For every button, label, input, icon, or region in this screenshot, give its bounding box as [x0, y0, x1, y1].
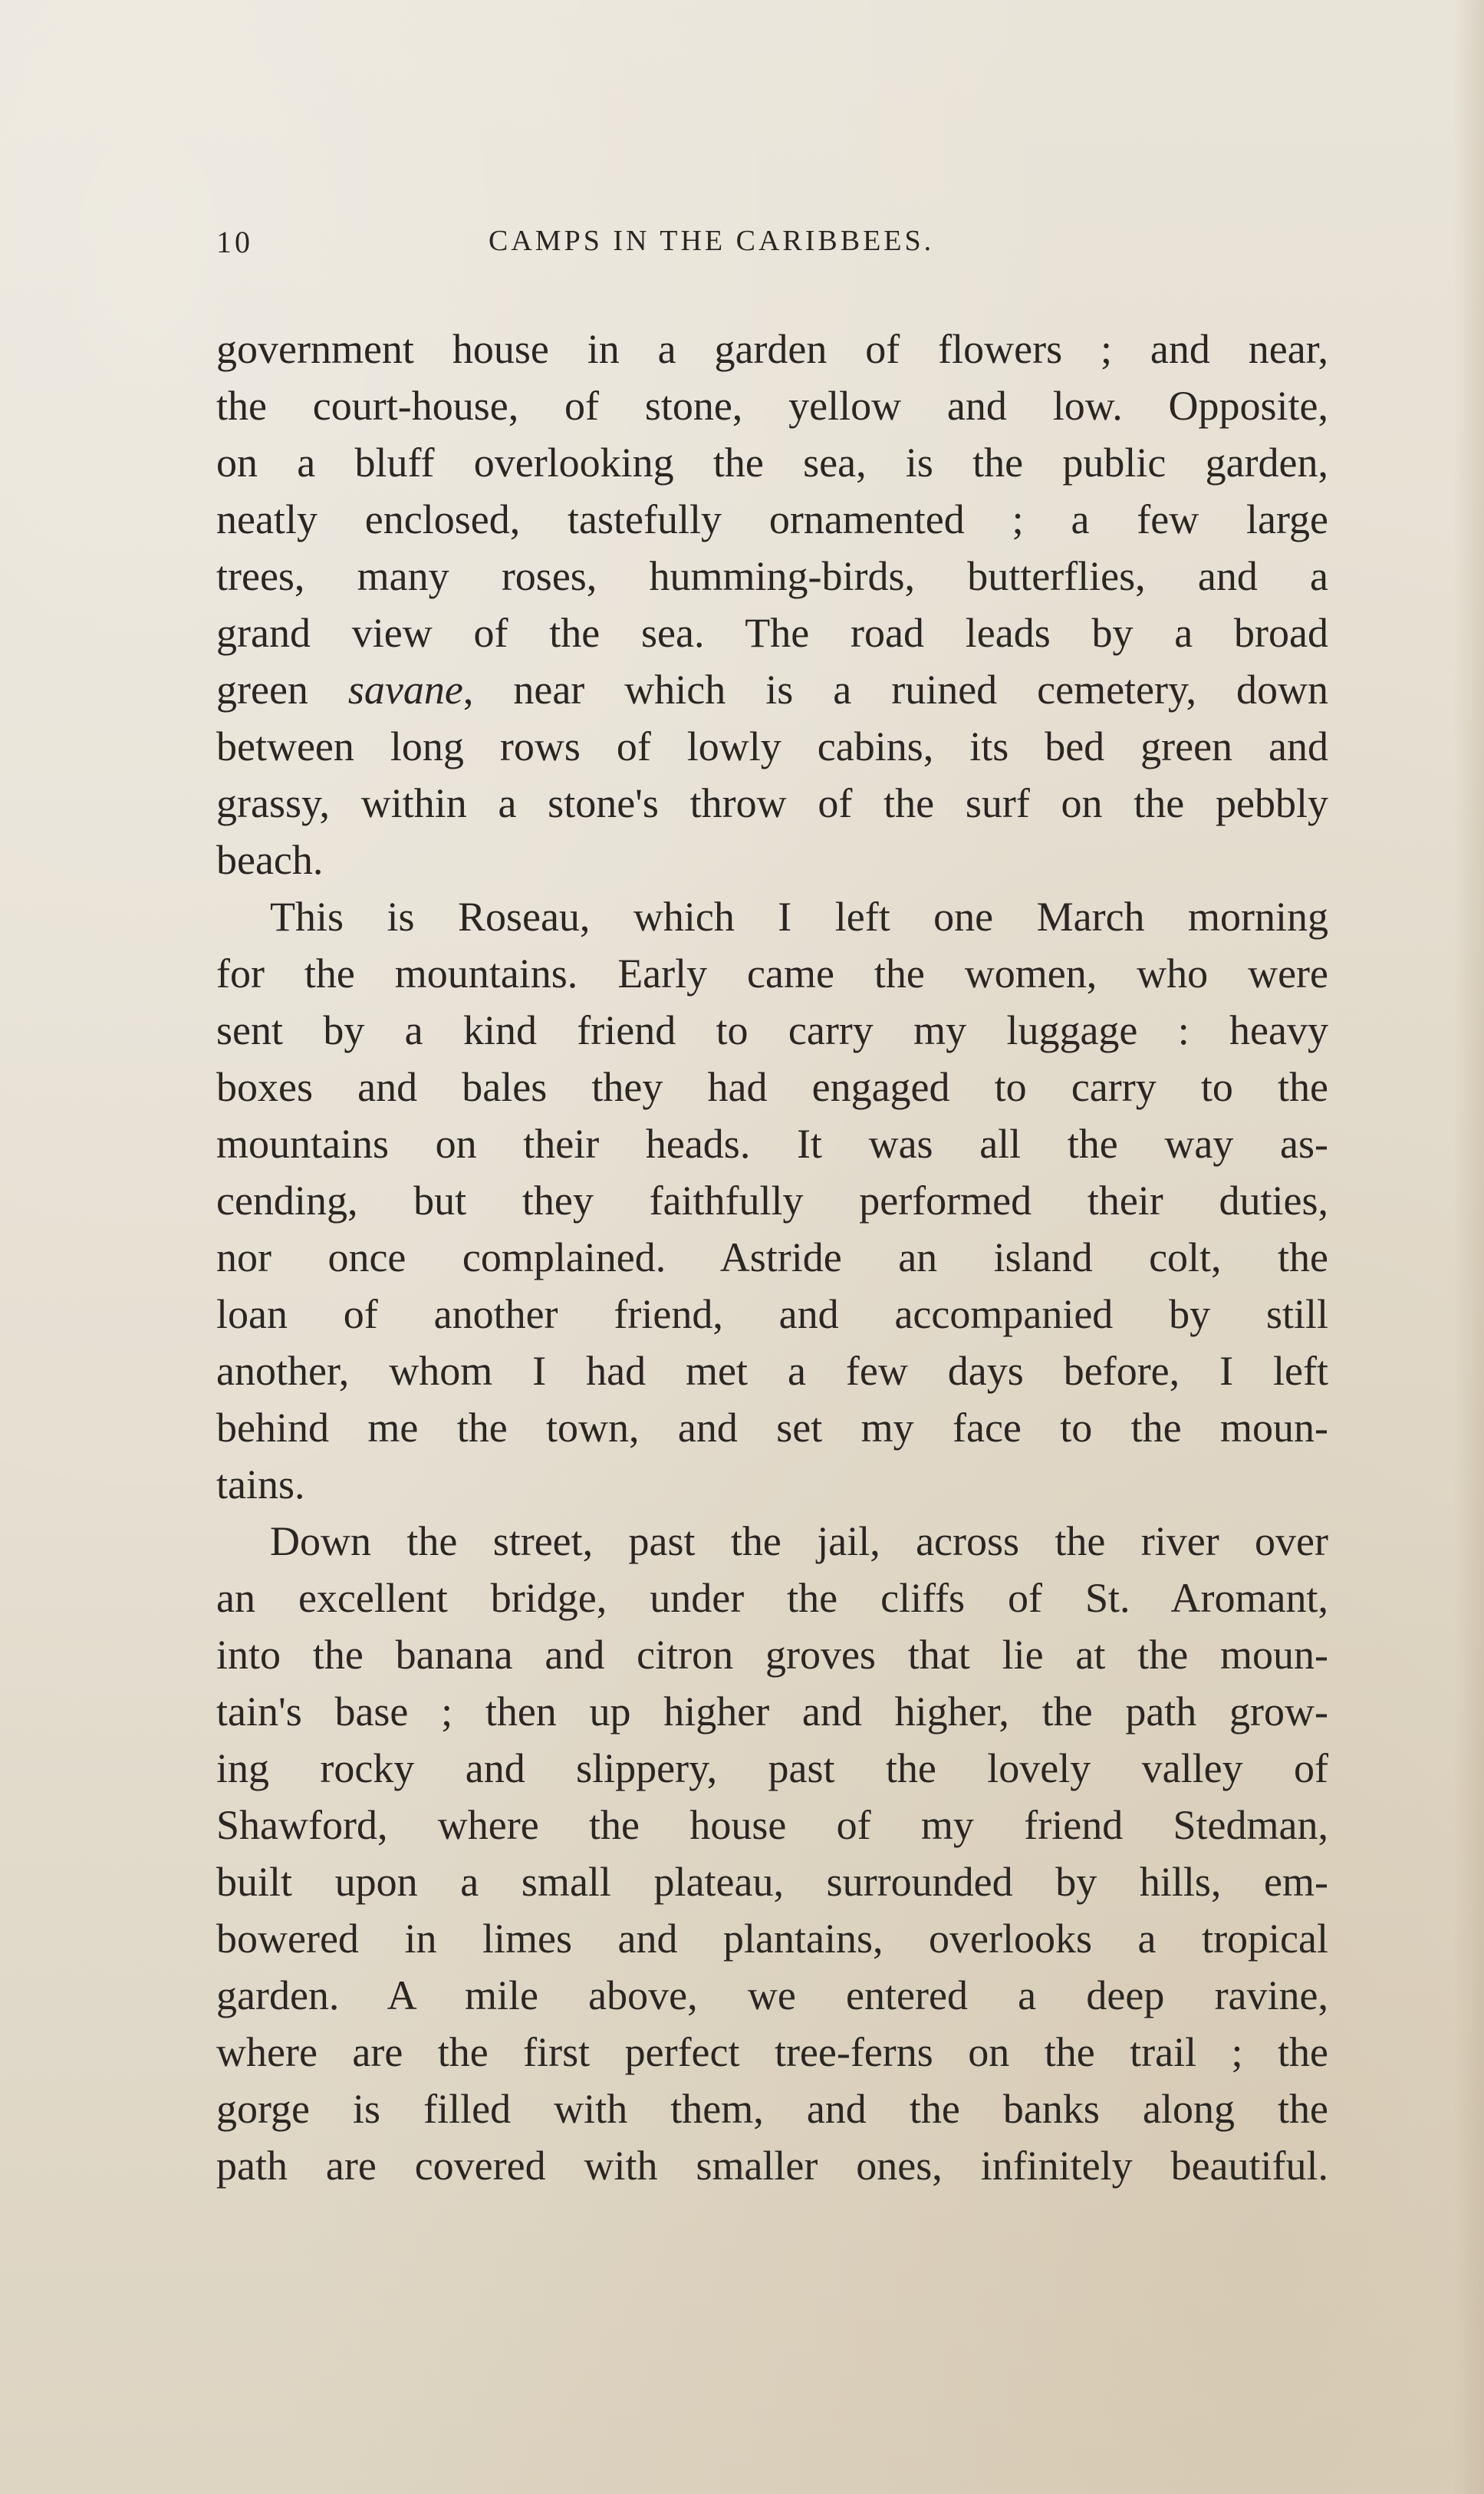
text-line: cending, but they faithfully performed their duties,	[216, 1178, 1328, 1224]
text-line: the court-house, of stone, yellow and low. Opposite,	[216, 383, 1328, 429]
text-line	[216, 661, 1328, 718]
text-line: built upon a small plateau, surrounded by hills, em-	[216, 1859, 1328, 1905]
text-line: grassy, within a stone's throw of the surf on the pebbly	[216, 780, 1328, 826]
text-line: government house in a garden of flowers ; and near,	[216, 326, 1328, 372]
text-line: trees, many roses, humming-birds, butterflies, and a	[216, 553, 1328, 599]
paragraph-start-line: Down the street, past the jail, across the river over	[270, 1518, 1328, 1564]
text-line: between long rows of lowly cabins, its bed green and	[216, 723, 1328, 769]
text-line: sent by a kind friend to carry my luggage : heavy	[216, 1007, 1328, 1053]
text-line-start: green	[216, 667, 348, 713]
text-line: loan of another friend, and accompanied by still	[216, 1291, 1328, 1337]
page-header	[216, 224, 1328, 270]
text-line-rest: , near which is a ruined cemetery, down	[462, 667, 1328, 713]
paragraph-start-line: This is Roseau, which I left one March morning	[270, 894, 1328, 940]
text-line: an excellent bridge, under the cliffs of St. Aromant,	[216, 1575, 1328, 1621]
text-line: nor once complained. Astride an island colt, the	[216, 1234, 1328, 1280]
body-text	[216, 321, 1328, 2194]
text-line: mountains on their heads. It was all the way as-	[216, 1121, 1328, 1167]
text-line: bowered in limes and plantains, overlooks a tropical	[216, 1916, 1328, 1962]
text-line: grand view of the sea. The road leads by a broad	[216, 610, 1328, 656]
text-line: tain's base ; then up higher and higher, the path grow-	[216, 1688, 1328, 1735]
italic-word: savane	[347, 667, 463, 713]
text-line: beach.	[216, 837, 324, 883]
text-line: ing rocky and slippery, past the lovely valley of	[216, 1745, 1328, 1791]
text-line: where are the first perfect tree-ferns on the trail ; the	[216, 2029, 1328, 2075]
text-line: path are covered with smaller ones, infinitely beautiful.	[216, 2143, 1328, 2189]
text-line: boxes and bales they had engaged to carry to the	[216, 1064, 1328, 1110]
text-line: garden. A mile above, we entered a deep ravine,	[216, 1972, 1328, 2018]
text-line: into the banana and citron groves that lie at the moun-	[216, 1632, 1328, 1678]
text-line: for the mountains. Early came the women, who were	[216, 950, 1328, 997]
text-line: tains.	[216, 1461, 305, 1507]
text-line: on a bluff overlooking the sea, is the public garden,	[216, 440, 1328, 486]
page-number: 10	[216, 225, 253, 259]
text-line: gorge is filled with them, and the banks along the	[216, 2086, 1328, 2132]
text-line: another, whom I had met a few days before, I left	[216, 1348, 1328, 1394]
text-line: Shawford, where the house of my friend Stedman,	[216, 1802, 1328, 1848]
page-edge-shading	[1453, 0, 1484, 2494]
text-line: behind me the town, and set my face to the moun-	[216, 1405, 1328, 1451]
text-line: neatly enclosed, tastefully ornamented ; a few large	[216, 496, 1328, 542]
running-head: CAMPS IN THE CARIBBEES.	[489, 225, 935, 257]
